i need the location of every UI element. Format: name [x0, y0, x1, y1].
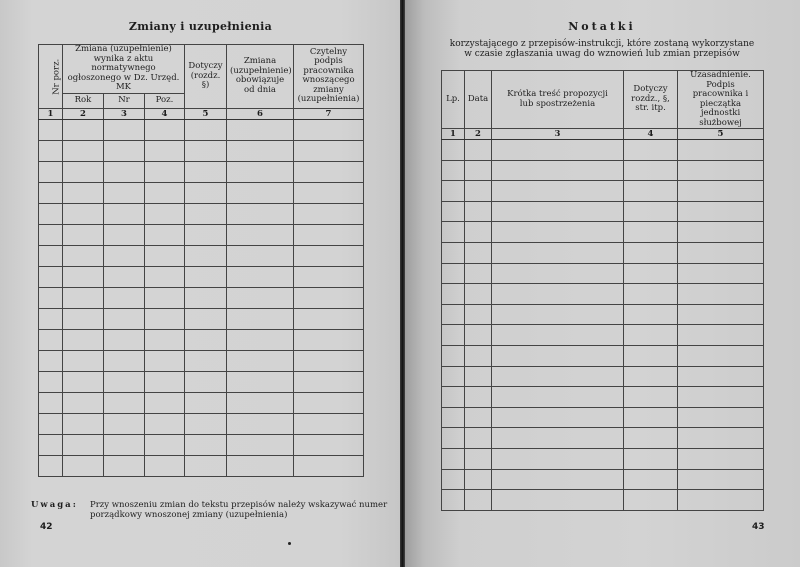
empty-cell[interactable] [442, 428, 465, 449]
empty-cell[interactable] [227, 329, 294, 350]
empty-cell[interactable] [145, 224, 185, 245]
empty-cell[interactable] [294, 434, 364, 455]
empty-cell[interactable] [185, 119, 227, 140]
empty-cell[interactable] [227, 203, 294, 224]
empty-cell[interactable] [63, 287, 104, 308]
table-row [442, 448, 764, 469]
empty-cell[interactable] [442, 304, 465, 325]
table-row [442, 304, 764, 325]
table-row [39, 392, 364, 413]
empty-cell[interactable] [492, 304, 624, 325]
empty-cell[interactable] [442, 448, 465, 469]
header-signature: Czytelny podpis pracownika wnoszącego zmiany (uzupełnienia) [294, 45, 364, 109]
table-row [39, 350, 364, 371]
empty-cell[interactable] [227, 161, 294, 182]
empty-cell[interactable] [465, 345, 492, 366]
empty-cell[interactable] [63, 161, 104, 182]
colnum: 3 [492, 129, 624, 140]
empty-cell[interactable] [104, 350, 145, 371]
notes-table [441, 70, 764, 511]
empty-cell[interactable] [145, 350, 185, 371]
empty-cell[interactable] [624, 304, 678, 325]
empty-cell[interactable] [678, 263, 764, 284]
empty-cell[interactable] [145, 161, 185, 182]
note [31, 500, 391, 524]
empty-cell[interactable] [442, 469, 465, 490]
empty-cell[interactable] [104, 140, 145, 161]
empty-cell[interactable] [442, 222, 465, 243]
empty-cell[interactable] [145, 287, 185, 308]
empty-cell[interactable] [63, 140, 104, 161]
empty-cell[interactable] [624, 181, 678, 202]
header-effective-date: Zmiana (uzupełnienie) obowiązuje od dnia [227, 45, 294, 109]
header-dotyczy: Dotyczy rozdz., §, str. itp. [624, 71, 678, 129]
colnum: 1 [442, 129, 465, 140]
empty-cell[interactable] [227, 371, 294, 392]
empty-cell[interactable] [492, 448, 624, 469]
table-row [442, 222, 764, 243]
empty-cell[interactable] [624, 407, 678, 428]
empty-cell[interactable] [63, 224, 104, 245]
empty-cell[interactable] [145, 392, 185, 413]
empty-cell[interactable] [145, 434, 185, 455]
empty-cell[interactable] [678, 140, 764, 161]
empty-cell[interactable] [442, 325, 465, 346]
empty-cell[interactable] [104, 224, 145, 245]
empty-cell[interactable] [465, 448, 492, 469]
empty-cell[interactable] [227, 245, 294, 266]
empty-cell[interactable] [227, 308, 294, 329]
empty-cell[interactable] [185, 224, 227, 245]
empty-cell[interactable] [185, 161, 227, 182]
empty-cell[interactable] [465, 469, 492, 490]
empty-cell[interactable] [185, 182, 227, 203]
empty-cell[interactable] [227, 119, 294, 140]
table-row [39, 434, 364, 455]
empty-cell[interactable] [678, 181, 764, 202]
empty-cell[interactable] [624, 387, 678, 408]
empty-cell[interactable] [442, 263, 465, 284]
empty-cell[interactable] [294, 392, 364, 413]
table-row [442, 345, 764, 366]
empty-cell[interactable] [39, 182, 63, 203]
header-dotyczy: Dotyczy (rozdz. §) [185, 45, 227, 109]
changes-table-body [39, 119, 364, 476]
empty-cell[interactable] [227, 413, 294, 434]
empty-cell[interactable] [492, 387, 624, 408]
empty-cell[interactable] [492, 284, 624, 305]
empty-cell[interactable] [39, 434, 63, 455]
colnum: 7 [294, 108, 364, 119]
empty-cell[interactable] [294, 308, 364, 329]
empty-cell[interactable] [145, 455, 185, 476]
table-row [39, 140, 364, 161]
empty-cell[interactable] [492, 263, 624, 284]
empty-cell[interactable] [63, 329, 104, 350]
table-row [39, 119, 364, 140]
empty-cell[interactable] [227, 182, 294, 203]
empty-cell[interactable] [465, 387, 492, 408]
empty-cell[interactable] [39, 161, 63, 182]
empty-cell[interactable] [185, 392, 227, 413]
header-proposal: Krótka treść propozycji lub spostrzeżenia [492, 71, 624, 129]
colnum: 1 [39, 108, 63, 119]
empty-cell[interactable] [624, 345, 678, 366]
empty-cell[interactable] [678, 428, 764, 449]
empty-cell[interactable] [63, 308, 104, 329]
note-text: Przy wnoszeniu zmian do tekstu przepisów należy wskazywać numer porządkowy wnoszonej zmiany (uzupełnienia) [90, 500, 388, 520]
column-number-row [39, 108, 364, 119]
empty-cell[interactable] [145, 266, 185, 287]
empty-cell[interactable] [492, 469, 624, 490]
empty-cell[interactable] [104, 287, 145, 308]
empty-cell[interactable] [442, 242, 465, 263]
empty-cell[interactable] [465, 284, 492, 305]
colnum: 5 [678, 129, 764, 140]
empty-cell[interactable] [678, 201, 764, 222]
table-row [442, 428, 764, 449]
empty-cell[interactable] [39, 455, 63, 476]
empty-cell[interactable] [624, 242, 678, 263]
empty-cell[interactable] [492, 222, 624, 243]
empty-cell[interactable] [294, 287, 364, 308]
empty-cell[interactable] [492, 181, 624, 202]
table-row [442, 201, 764, 222]
empty-cell[interactable] [145, 308, 185, 329]
right-page-subtitle [441, 39, 763, 59]
note-label: Uwaga: [31, 500, 78, 510]
empty-cell[interactable] [442, 366, 465, 387]
empty-cell[interactable] [104, 329, 145, 350]
changes-table [38, 44, 364, 477]
table-row [442, 140, 764, 161]
empty-cell[interactable] [678, 325, 764, 346]
header-data: Data [465, 71, 492, 129]
table-row [39, 224, 364, 245]
empty-cell[interactable] [465, 490, 492, 511]
empty-cell[interactable] [104, 371, 145, 392]
column-number-row [442, 129, 764, 140]
empty-cell[interactable] [678, 407, 764, 428]
empty-cell[interactable] [678, 242, 764, 263]
empty-cell[interactable] [39, 350, 63, 371]
empty-cell[interactable] [227, 350, 294, 371]
header-nr-porz-label: Nr porz. [51, 58, 62, 95]
empty-cell[interactable] [185, 287, 227, 308]
empty-cell[interactable] [104, 203, 145, 224]
empty-cell[interactable] [63, 182, 104, 203]
empty-cell[interactable] [678, 222, 764, 243]
empty-cell[interactable] [63, 203, 104, 224]
empty-cell[interactable] [442, 140, 465, 161]
empty-cell[interactable] [185, 434, 227, 455]
table-row [442, 284, 764, 305]
table-row [39, 245, 364, 266]
empty-cell[interactable] [678, 387, 764, 408]
header-poz: Poz. [145, 93, 185, 108]
page-number-right: 43 [752, 522, 765, 532]
colnum: 2 [465, 129, 492, 140]
empty-cell[interactable] [624, 490, 678, 511]
empty-cell[interactable] [227, 287, 294, 308]
empty-cell[interactable] [145, 245, 185, 266]
empty-cell[interactable] [63, 245, 104, 266]
empty-cell[interactable] [294, 350, 364, 371]
empty-cell[interactable] [39, 392, 63, 413]
table-row [442, 263, 764, 284]
empty-cell[interactable] [294, 266, 364, 287]
table-row [39, 182, 364, 203]
subtitle-line-2: w czasie zgłaszania uwag do wznowień lub zmian przepisów [464, 49, 740, 59]
table-row [442, 181, 764, 202]
empty-cell[interactable] [294, 224, 364, 245]
empty-cell[interactable] [442, 387, 465, 408]
empty-cell[interactable] [492, 366, 624, 387]
table-row [39, 413, 364, 434]
empty-cell[interactable] [63, 350, 104, 371]
empty-cell[interactable] [145, 182, 185, 203]
empty-cell[interactable] [442, 181, 465, 202]
table-row [442, 242, 764, 263]
empty-cell[interactable] [294, 329, 364, 350]
empty-cell[interactable] [465, 407, 492, 428]
empty-cell[interactable] [624, 448, 678, 469]
empty-cell[interactable] [294, 119, 364, 140]
empty-cell[interactable] [294, 182, 364, 203]
empty-cell[interactable] [104, 413, 145, 434]
table-row [39, 371, 364, 392]
empty-cell[interactable] [624, 222, 678, 243]
empty-cell[interactable] [185, 329, 227, 350]
empty-cell[interactable] [39, 287, 63, 308]
header-nr: Nr [104, 93, 145, 108]
empty-cell[interactable] [145, 203, 185, 224]
empty-cell[interactable] [678, 448, 764, 469]
empty-cell[interactable] [442, 490, 465, 511]
empty-cell[interactable] [492, 490, 624, 511]
empty-cell[interactable] [39, 413, 63, 434]
empty-cell[interactable] [145, 329, 185, 350]
empty-cell[interactable] [465, 325, 492, 346]
empty-cell[interactable] [492, 140, 624, 161]
empty-cell[interactable] [227, 266, 294, 287]
header-nr-porz [39, 45, 63, 109]
empty-cell[interactable] [104, 266, 145, 287]
empty-cell[interactable] [185, 245, 227, 266]
empty-cell[interactable] [492, 345, 624, 366]
empty-cell[interactable] [63, 119, 104, 140]
empty-cell[interactable] [442, 160, 465, 181]
empty-cell[interactable] [145, 413, 185, 434]
empty-cell[interactable] [465, 263, 492, 284]
empty-cell[interactable] [465, 366, 492, 387]
header-justification: Uzasadnienie. Podpis pracownika i pieczątka jednostki służbowej [678, 71, 764, 129]
table-row [39, 308, 364, 329]
empty-cell[interactable] [39, 266, 63, 287]
empty-cell[interactable] [63, 413, 104, 434]
subtitle-line-1: korzystającego z przepisów-instrukcji, które zostaną wykorzystane [449, 39, 755, 49]
empty-cell[interactable] [39, 140, 63, 161]
right-page [405, 0, 800, 567]
empty-cell[interactable] [624, 366, 678, 387]
empty-cell[interactable] [624, 428, 678, 449]
empty-cell[interactable] [492, 201, 624, 222]
empty-cell[interactable] [185, 371, 227, 392]
empty-cell[interactable] [39, 224, 63, 245]
table-row [39, 266, 364, 287]
table-row [442, 469, 764, 490]
empty-cell[interactable] [104, 161, 145, 182]
table-row [442, 490, 764, 511]
empty-cell[interactable] [678, 366, 764, 387]
empty-cell[interactable] [492, 242, 624, 263]
table-row [442, 160, 764, 181]
empty-cell[interactable] [63, 266, 104, 287]
empty-cell[interactable] [465, 222, 492, 243]
empty-cell[interactable] [465, 242, 492, 263]
table-row [442, 325, 764, 346]
empty-cell[interactable] [185, 203, 227, 224]
empty-cell[interactable] [63, 434, 104, 455]
table-row [39, 161, 364, 182]
empty-cell[interactable] [39, 308, 63, 329]
header-lp: Lp. [442, 71, 465, 129]
empty-cell[interactable] [624, 140, 678, 161]
empty-cell[interactable] [624, 284, 678, 305]
empty-cell[interactable] [39, 203, 63, 224]
page-number-left: 42 [40, 522, 53, 532]
empty-cell[interactable] [492, 325, 624, 346]
empty-cell[interactable] [492, 407, 624, 428]
empty-cell[interactable] [39, 371, 63, 392]
empty-cell[interactable] [678, 469, 764, 490]
empty-cell[interactable] [465, 304, 492, 325]
empty-cell[interactable] [492, 428, 624, 449]
empty-cell[interactable] [624, 160, 678, 181]
empty-cell[interactable] [442, 345, 465, 366]
empty-cell[interactable] [145, 119, 185, 140]
notes-table-body [442, 140, 764, 511]
empty-cell[interactable] [104, 119, 145, 140]
empty-cell[interactable] [39, 245, 63, 266]
empty-cell[interactable] [678, 304, 764, 325]
right-page-title: Notatki [568, 20, 636, 33]
empty-cell[interactable] [294, 371, 364, 392]
empty-cell[interactable] [294, 455, 364, 476]
empty-cell[interactable] [624, 201, 678, 222]
empty-cell[interactable] [227, 434, 294, 455]
empty-cell[interactable] [294, 413, 364, 434]
empty-cell[interactable] [624, 325, 678, 346]
empty-cell[interactable] [465, 428, 492, 449]
empty-cell[interactable] [185, 455, 227, 476]
empty-cell[interactable] [678, 284, 764, 305]
empty-cell[interactable] [104, 182, 145, 203]
colnum: 5 [185, 108, 227, 119]
empty-cell[interactable] [465, 160, 492, 181]
empty-cell[interactable] [63, 392, 104, 413]
empty-cell[interactable] [104, 308, 145, 329]
empty-cell[interactable] [678, 490, 764, 511]
colnum: 2 [63, 108, 104, 119]
empty-cell[interactable] [492, 160, 624, 181]
colnum: 4 [624, 129, 678, 140]
table-row [39, 287, 364, 308]
empty-cell[interactable] [104, 392, 145, 413]
colnum: 4 [145, 108, 185, 119]
empty-cell[interactable] [185, 308, 227, 329]
colnum: 3 [104, 108, 145, 119]
empty-cell[interactable] [39, 119, 63, 140]
empty-cell[interactable] [63, 455, 104, 476]
empty-cell[interactable] [294, 140, 364, 161]
empty-cell[interactable] [624, 263, 678, 284]
empty-cell[interactable] [63, 371, 104, 392]
empty-cell[interactable] [294, 203, 364, 224]
empty-cell[interactable] [185, 350, 227, 371]
empty-cell[interactable] [465, 201, 492, 222]
table-row [39, 455, 364, 476]
empty-cell[interactable] [227, 455, 294, 476]
table-row [39, 329, 364, 350]
table-row [442, 407, 764, 428]
empty-cell[interactable] [185, 413, 227, 434]
empty-cell[interactable] [442, 201, 465, 222]
colnum: 6 [227, 108, 294, 119]
left-page-title: Zmiany i uzupełnienia [128, 20, 273, 33]
table-row [442, 366, 764, 387]
table-row [39, 203, 364, 224]
empty-cell[interactable] [145, 371, 185, 392]
empty-cell[interactable] [227, 224, 294, 245]
empty-cell[interactable] [145, 140, 185, 161]
header-act-group: Zmiana (uzupełnienie) wynika z aktu normatywnego ogłoszonego w Dz. Urzęd. MK [63, 45, 185, 94]
empty-cell[interactable] [624, 469, 678, 490]
empty-cell[interactable] [185, 140, 227, 161]
empty-cell[interactable] [185, 266, 227, 287]
empty-cell[interactable] [104, 434, 145, 455]
empty-cell[interactable] [294, 245, 364, 266]
empty-cell[interactable] [442, 284, 465, 305]
empty-cell[interactable] [294, 161, 364, 182]
empty-cell[interactable] [678, 345, 764, 366]
empty-cell[interactable] [678, 160, 764, 181]
empty-cell[interactable] [39, 329, 63, 350]
empty-cell[interactable] [227, 140, 294, 161]
header-rok: Rok [63, 93, 104, 108]
empty-cell[interactable] [442, 407, 465, 428]
empty-cell[interactable] [465, 181, 492, 202]
ink-speck [288, 542, 291, 545]
table-row [442, 387, 764, 408]
empty-cell[interactable] [104, 455, 145, 476]
empty-cell[interactable] [227, 392, 294, 413]
empty-cell[interactable] [104, 245, 145, 266]
empty-cell[interactable] [465, 140, 492, 161]
